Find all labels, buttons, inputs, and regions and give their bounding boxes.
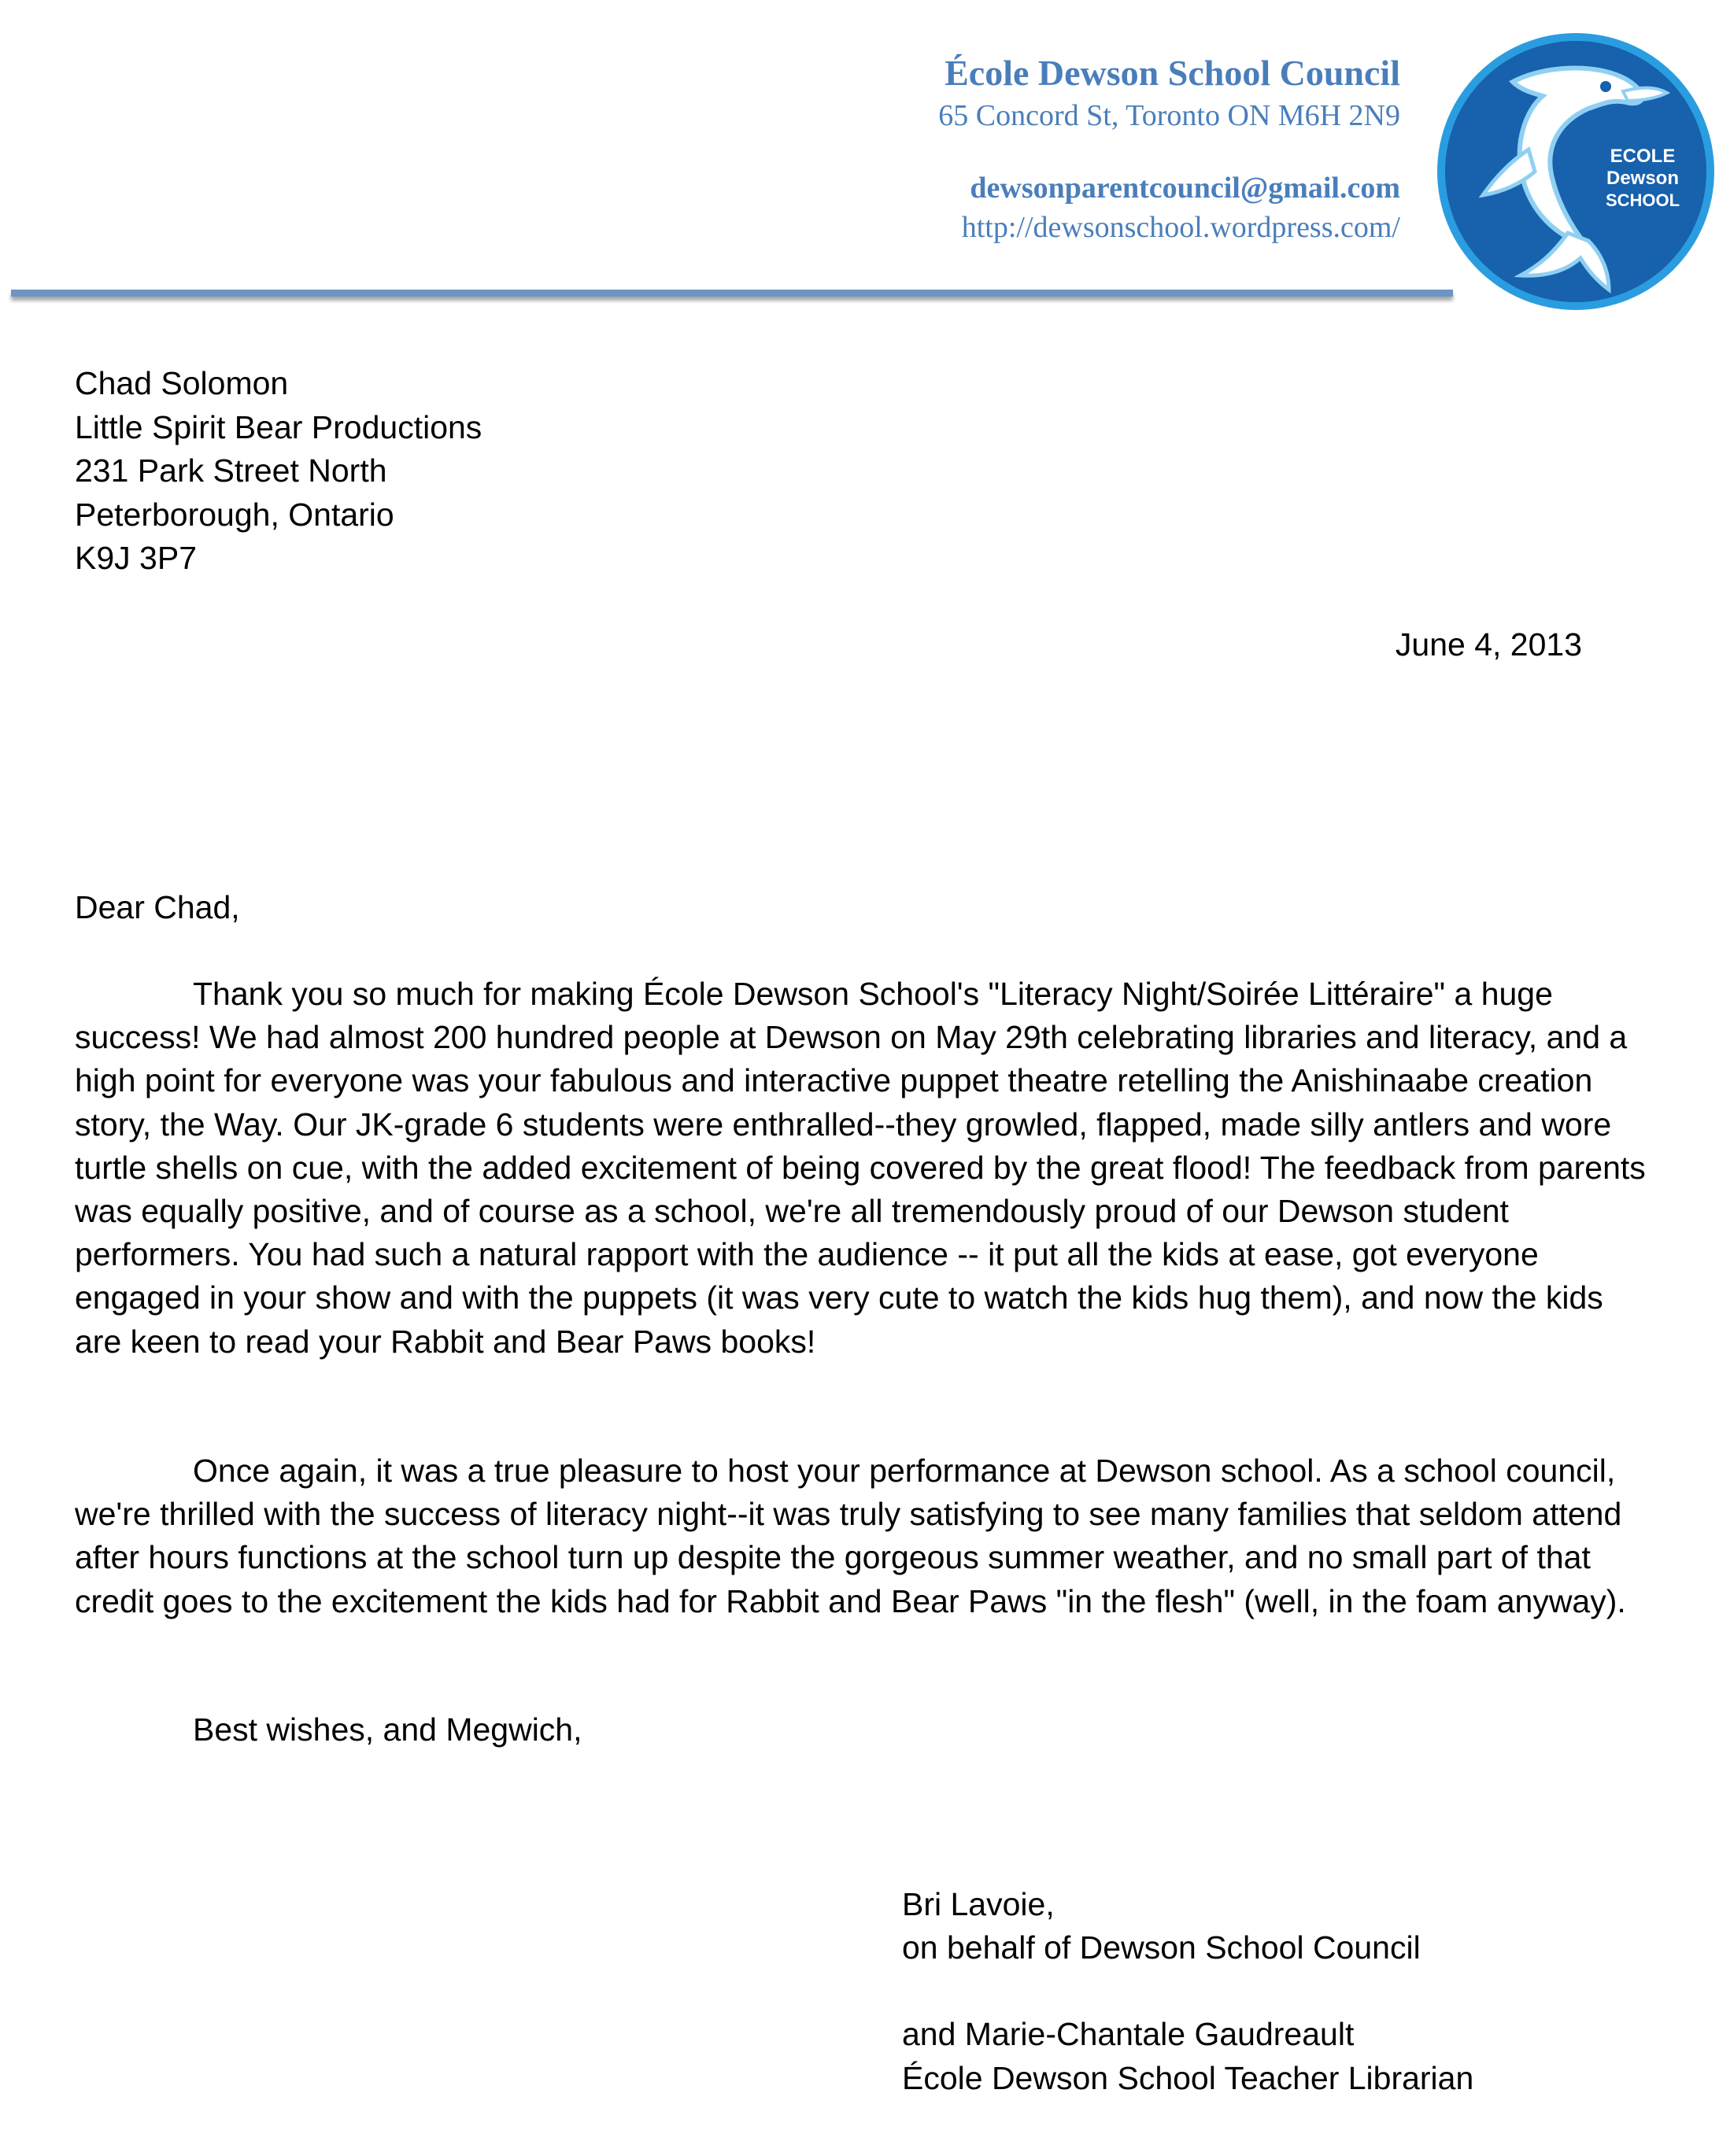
logo-text-line3: SCHOOL (1605, 190, 1680, 210)
salutation: Dear Chad, (75, 889, 240, 925)
org-email: dewsonparentcouncil@gmail.com (970, 172, 1400, 205)
logo-text-line2: Dewson (1606, 168, 1680, 189)
cosigner-role: École Dewson School Teacher Librarian (902, 2059, 1474, 2096)
body-paragraph-1: Thank you so much for making École Dewson School's "Literacy Night/Soirée Littéraire" a huge success! We had almost 200 hundred people at Dewson on May 29th celebrating libraries and literacy, and a high point for everyone was your fabulous and interactive puppet theatre retelling the Anishinaabe creation story, the Way. Our JK-grade 6 students were enthralled--they growled, flapped, made silly antlers and wore turtle shells on cue, with the added excitement of being covered by the great flood! The feedback from parents was equally positive, and of course as a school, we're all tremendously proud of our Dewson student performers. You had such a natural rapport with the audience -- it put all the kids at ease, got everyone engaged in your show and with the puppets (it was very cute to watch the kids hug them), and now the kids are keen to read your Rabbit and Bear Paws books! (75, 976, 1646, 1360)
recipient-name: Chad Solomon (75, 365, 289, 401)
recipient-address (75, 362, 482, 581)
letterhead (938, 50, 1400, 247)
recipient-postal: K9J 3P7 (75, 540, 197, 576)
letter-date: June 4, 2013 (1395, 626, 1582, 663)
recipient-street: 231 Park Street North (75, 452, 387, 489)
logo-text-line1: ECOLE (1610, 146, 1676, 167)
closing: Best wishes, and Megwich, (193, 1711, 582, 1748)
org-website: http://dewsonschool.wordpress.com/ (961, 211, 1400, 244)
org-name: École Dewson School Council (945, 53, 1400, 93)
recipient-company: Little Spirit Bear Productions (75, 408, 482, 445)
header-rule (11, 290, 1453, 297)
org-address: 65 Concord St, Toronto ON M6H 2N9 (938, 99, 1400, 132)
cosigner-name: and Marie-Chantale Gaudreault (902, 2016, 1355, 2053)
signature-gap (902, 1970, 1473, 2013)
signer-role: on behalf of Dewson School Council (902, 1929, 1421, 1966)
recipient-city: Peterborough, Ontario (75, 496, 394, 533)
signer-name: Bri Lavoie, (902, 1886, 1055, 1922)
signature-block (902, 1883, 1473, 2100)
body-paragraph-2: Once again, it was a true pleasure to host your performance at Dewson school. As a school council, we're thrilled with the success of literacy night--it was truly satisfying to see many families that seldom attend after hours functions at the school turn up despite the gorgeous summer weather, and no small part of that credit goes to the excitement the kids had for Rabbit and Bear Paws "in the flesh" (well, in the foam anyway). (75, 1453, 1626, 1619)
school-logo (1434, 30, 1717, 313)
